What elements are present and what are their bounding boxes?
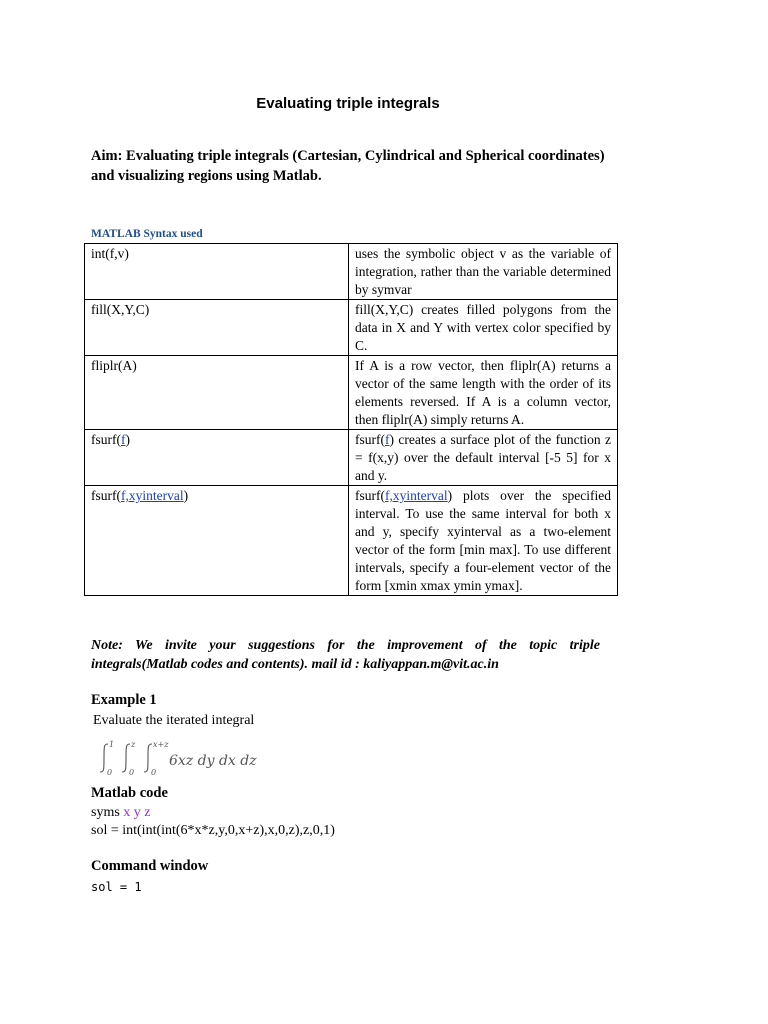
- page-title: Evaluating triple integrals: [256, 95, 440, 112]
- matlab-code-title: Matlab code: [91, 785, 168, 801]
- integrand: 6xz dy dx dz: [169, 753, 257, 769]
- syntax-command: [85, 486, 349, 596]
- code-line-syms: [91, 805, 151, 821]
- table-row: [85, 356, 618, 430]
- syntax-command: fliplr(A): [85, 356, 349, 430]
- desc-rest: ) plots over the specified interval. To use the same interval for both x and y, specify xyinterval as a two-element vector of the form [min max]. To use different intervals, specify a four-element vector of the form [xmin xmax ymin ymax].: [355, 488, 611, 593]
- syntax-description: [349, 430, 618, 486]
- note-paragraph: Note: We invite your suggestions for the improvement of the topic triple integrals(Matlab codes and contents). mail id : kaliyappan.m@vit.ac.in: [91, 638, 600, 672]
- example-title: Example 1: [91, 692, 157, 708]
- syms-keyword: syms: [91, 805, 124, 820]
- syntax-command: fill(X,Y,C): [85, 300, 349, 356]
- syntax-command: int(f,v): [85, 244, 349, 300]
- cmd-prefix: fsurf(: [91, 432, 121, 447]
- example-text: Evaluate the iterated integral: [93, 713, 255, 728]
- aim-paragraph: Aim: Evaluating triple integrals (Cartesian, Cylindrical and Spherical coordinates) and visualizing regions using Matlab.: [91, 148, 605, 184]
- desc-rest: ) creates a surface plot of the function z = f(x,y) over the default interval [-5 5] for x and y.: [355, 432, 611, 483]
- syntax-table: [84, 243, 618, 596]
- middle-upper-limit: z: [131, 740, 136, 749]
- syntax-description: fill(X,Y,C) creates filled polygons from the data in X and Y with vertex color specified by C.: [349, 300, 618, 356]
- syntax-command: [85, 430, 349, 486]
- cmd-suffix: ): [125, 432, 130, 447]
- middle-lower-limit: 0: [129, 768, 135, 777]
- table-row: [85, 300, 618, 356]
- desc-prefix: fsurf(: [355, 488, 385, 503]
- syntax-description: [349, 486, 618, 596]
- syntax-description: uses the symbolic object v as the variable of integration, rather than the variable determined by symvar: [349, 244, 618, 300]
- cmd-prefix: fsurf(: [91, 488, 121, 503]
- triple-integral-formula: [96, 738, 296, 778]
- table-row: [85, 244, 618, 300]
- fsurf-f-desc-link[interactable]: f: [385, 432, 390, 447]
- inner-lower-limit: 0: [151, 768, 157, 777]
- table-row: [85, 430, 618, 486]
- desc-prefix: fsurf(: [355, 432, 385, 447]
- table-row: [85, 486, 618, 596]
- outer-upper-limit: 1: [109, 740, 115, 749]
- command-output: sol = 1: [91, 880, 142, 894]
- outer-lower-limit: 0: [107, 768, 113, 777]
- syms-vars: x y z: [123, 805, 151, 820]
- inner-upper-limit: x+z: [153, 740, 169, 749]
- command-window-title: Command window: [91, 858, 209, 874]
- fsurf-f-link[interactable]: f: [121, 432, 126, 447]
- fsurf-xyinterval-desc-link[interactable]: f,xyinterval: [385, 488, 448, 503]
- code-line-sol: sol = int(int(int(6*x*z,y,0,x+z),x,0,z),z,0,1): [91, 823, 335, 838]
- syntax-table-caption: MATLAB Syntax used: [91, 228, 203, 240]
- cmd-suffix: ): [183, 488, 189, 503]
- syntax-description: If A is a row vector, then fliplr(A) returns a vector of the same length with the order of its elements reversed. If A is a column vector, then fliplr(A) simply returns A.: [349, 356, 618, 430]
- fsurf-xyinterval-link[interactable]: f,xyinterval: [121, 488, 184, 503]
